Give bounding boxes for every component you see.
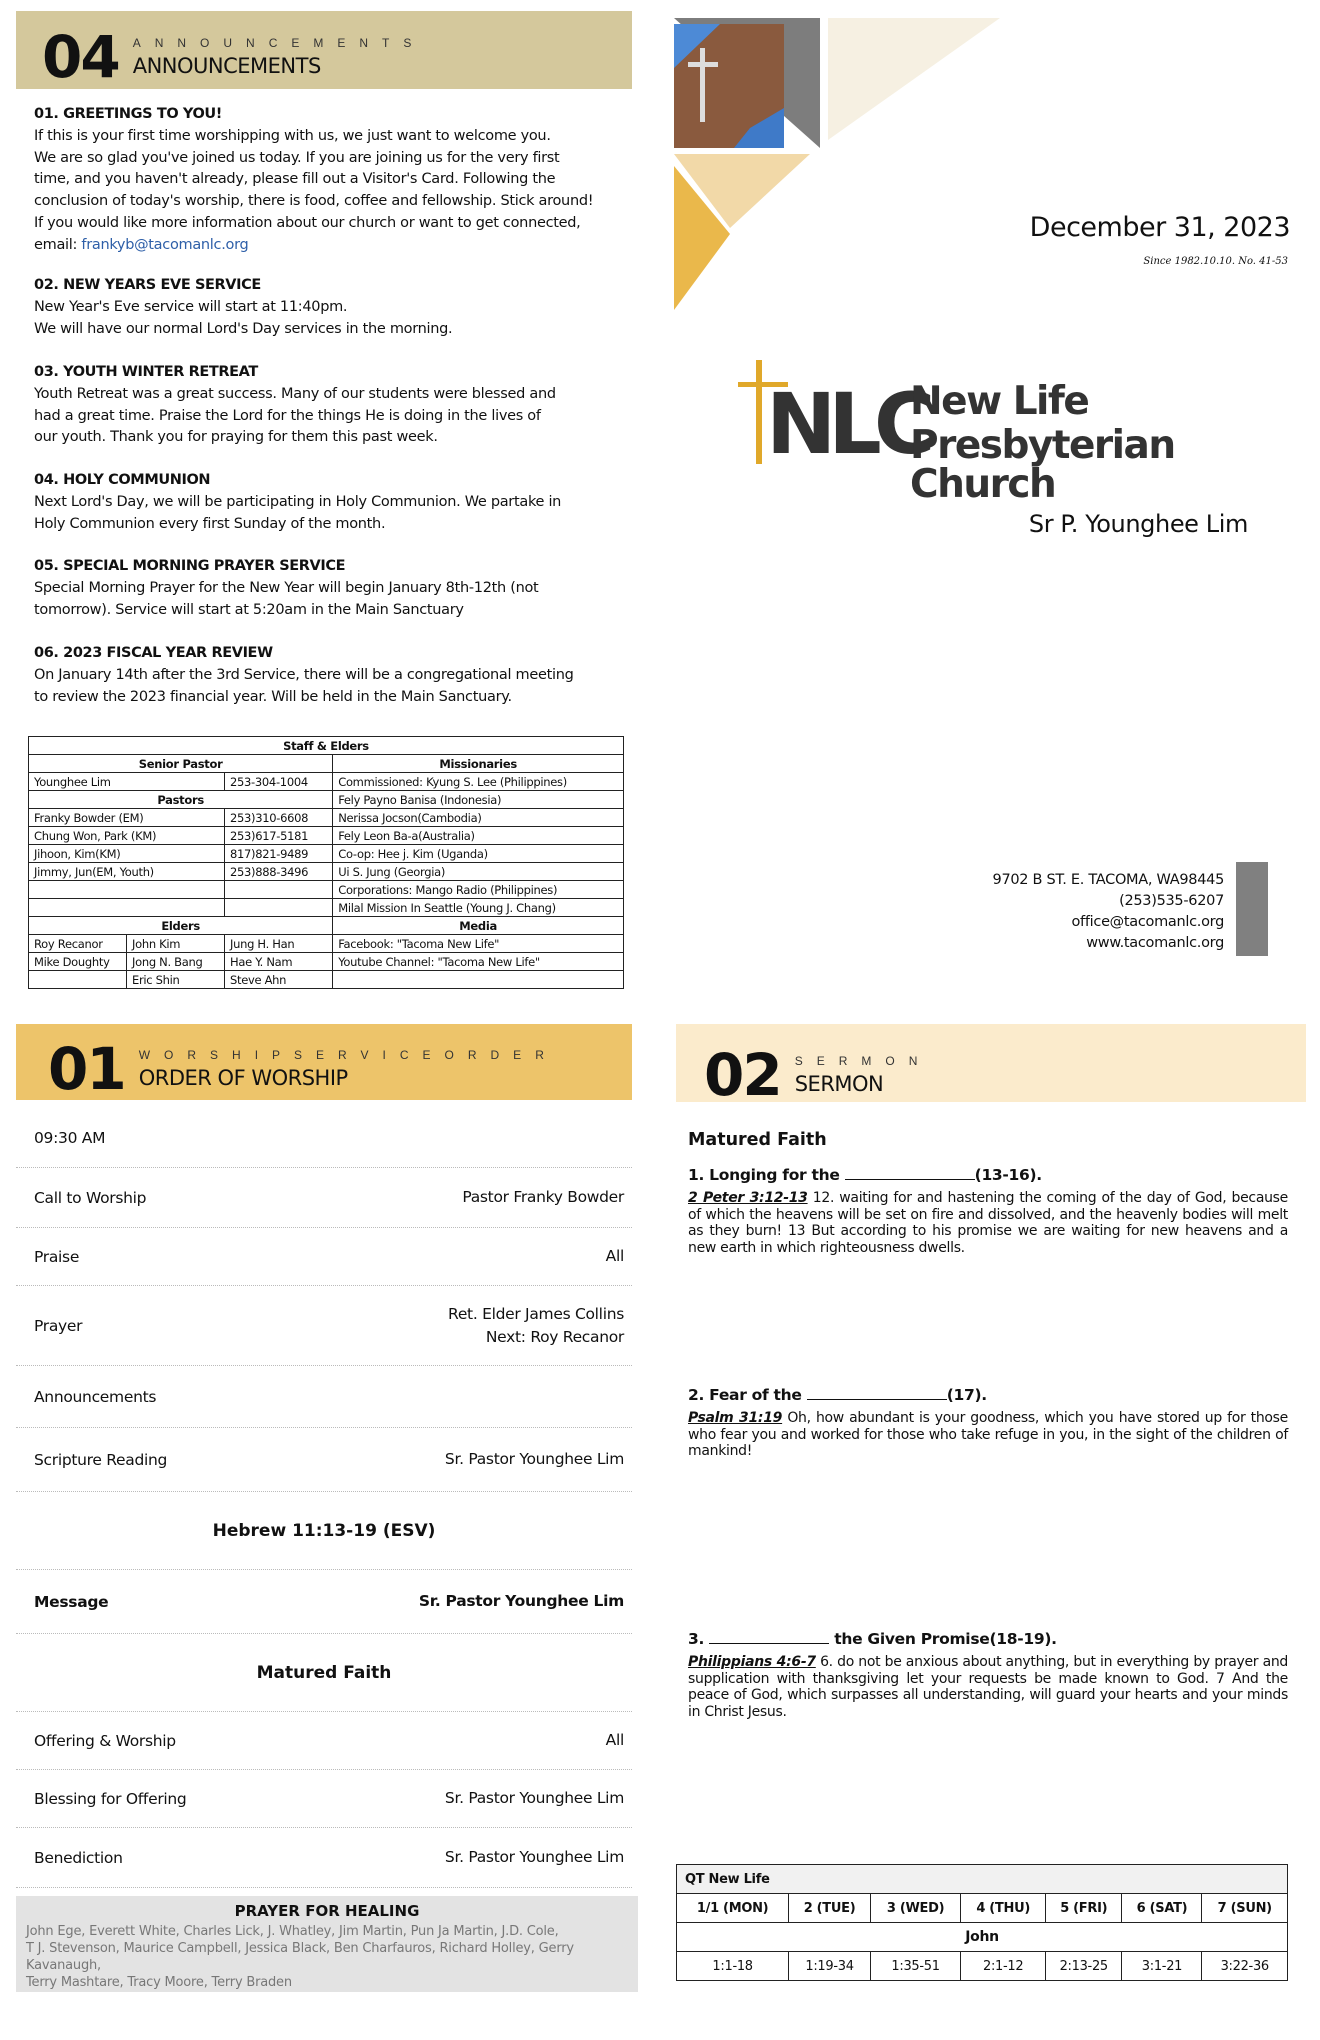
announcement-line: tomorrow). Service will start at 5:20am in the Main Sanctuary xyxy=(34,601,464,618)
fill-in-blank xyxy=(845,1179,975,1180)
section-spaced-label: ANNOUNCEMENTS xyxy=(132,36,426,50)
worship-item-label: Call to Worship xyxy=(34,1188,147,1207)
church-name-line1: New Life xyxy=(910,379,1089,424)
table-cell: Jung H. Han xyxy=(225,935,333,953)
worship-item-leader: Sr. Pastor Younghee Lim xyxy=(444,1789,624,1807)
fill-in-blank xyxy=(807,1399,947,1400)
announcement-heading: 01. GREETINGS TO YOU! xyxy=(34,106,222,122)
table-cell: Roy Recanor xyxy=(29,935,127,953)
bulletin-date: December 31, 2023 xyxy=(1029,212,1290,243)
qt-day: 3 (WED) xyxy=(870,1894,960,1923)
table-cell: Nerissa Jocson(Cambodia) xyxy=(333,809,624,827)
table-cell: Ui S. Jung (Georgia) xyxy=(333,863,624,881)
announcement-line: conclusion of today's worship, there is food, coffee and fellowship. Stick around! xyxy=(34,193,594,210)
phone-line: (253)535-6207 xyxy=(1119,893,1224,909)
table-cell: John Kim xyxy=(127,935,225,953)
worship-item-leader: Sr. Pastor Younghee Lim xyxy=(444,1450,624,1468)
scripture-passage: Hebrew 11:13-19 (ESV) xyxy=(16,1492,632,1570)
section-spaced-label: WORSHIPSERVICEORDER xyxy=(138,1048,558,1062)
announcement-line: had a great time. Praise the Lord for the things He is doing in the lives of xyxy=(34,407,541,424)
point-scripture xyxy=(688,1654,1288,1720)
announcement-4 xyxy=(34,470,624,535)
healing-title: PRAYER FOR HEALING xyxy=(234,1902,420,1920)
point-scripture xyxy=(688,1410,1288,1460)
worship-row-benediction xyxy=(16,1828,632,1888)
table-row xyxy=(29,845,624,863)
qt-day: 5 (FRI) xyxy=(1046,1894,1122,1923)
scripture-reference: Psalm 31:19 xyxy=(688,1410,783,1426)
worship-item-leader: Sr. Pastor Younghee Lim xyxy=(418,1592,624,1610)
worship-row-message xyxy=(16,1570,632,1634)
table-cell: 253)617-5181 xyxy=(225,827,333,845)
worship-row-blessing xyxy=(16,1770,632,1828)
announcement-line: Special Morning Prayer for the New Year will begin January 8th-12th (not xyxy=(34,579,539,596)
qt-day: 4 (THU) xyxy=(961,1894,1046,1923)
announcement-2 xyxy=(34,275,624,340)
sermon-title: Matured Faith xyxy=(16,1634,632,1712)
section-spaced-label: SERMON xyxy=(794,1054,932,1068)
qt-passages-row xyxy=(677,1952,1288,1981)
email-link[interactable]: frankyb@tacomanlc.org xyxy=(81,236,249,253)
logo-letters: NLC xyxy=(766,375,928,473)
section-title: SERMON xyxy=(794,1072,884,1096)
announcement-line: New Year's Eve service will start at 11:40pm. xyxy=(34,298,348,315)
announcement-line: If you would like more information about our church or want to get connected, xyxy=(34,214,581,231)
table-cell: Mike Doughty xyxy=(29,953,127,971)
table-cell: Milal Mission In Seattle (Young J. Chang) xyxy=(333,899,624,917)
worship-row-offering xyxy=(16,1712,632,1770)
announcement-line: Youth Retreat was a great success. Many of our students were blessed and xyxy=(34,385,556,402)
section-title: ORDER OF WORSHIP xyxy=(138,1066,348,1090)
staff-elders-table xyxy=(28,736,624,989)
announcement-5 xyxy=(34,556,624,621)
point-heading-text: 1. Longing for the xyxy=(688,1166,845,1184)
worship-item-leader xyxy=(448,1303,624,1349)
table-title: Staff & Elders xyxy=(29,737,624,755)
table-cell: Fely Leon Ba-a(Australia) xyxy=(333,827,624,845)
scripture-reference: Philippians 4:6-7 xyxy=(688,1654,816,1670)
announcement-heading: 05. SPECIAL MORNING PRAYER SERVICE xyxy=(34,558,346,574)
fill-in-blank xyxy=(709,1643,829,1644)
table-row xyxy=(29,971,624,989)
table-row xyxy=(29,863,624,881)
office-email[interactable]: office@tacomanlc.org xyxy=(1071,914,1224,930)
announcement-line: Next Lord's Day, we will be participating in Holy Communion. We partake in xyxy=(34,493,562,510)
qt-passage: 1:35-51 xyxy=(870,1952,960,1981)
worship-row-praise xyxy=(16,1228,632,1286)
qt-passage: 1:19-34 xyxy=(789,1952,871,1981)
point-heading-text: the Given Promise(18-19). xyxy=(829,1630,1057,1648)
worship-item-leader: Sr. Pastor Younghee Lim xyxy=(444,1848,624,1866)
announcement-line: Holy Communion every first Sunday of the month. xyxy=(34,515,386,532)
sermon-header xyxy=(704,1041,932,1109)
point-heading-text: (13-16). xyxy=(974,1166,1042,1184)
point-scripture xyxy=(688,1190,1288,1256)
point-heading xyxy=(688,1166,1288,1184)
worship-item-label: Message xyxy=(34,1592,109,1611)
table-subhead: Elders xyxy=(29,917,333,935)
table-cell: Franky Bowder (EM) xyxy=(29,809,225,827)
table-cell: Chung Won, Park (KM) xyxy=(29,827,225,845)
table-cell: Fely Payno Banisa (Indonesia) xyxy=(333,791,624,809)
table-subhead: Senior Pastor xyxy=(29,755,333,773)
healing-names xyxy=(16,1920,638,1991)
table-row xyxy=(29,773,624,791)
table-cell: 817)821-9489 xyxy=(225,845,333,863)
worship-header xyxy=(48,1035,558,1103)
prayer-leader: Ret. Elder James Collins xyxy=(448,1304,624,1323)
table-cell: Jimmy, Jun(EM, Youth) xyxy=(29,863,225,881)
announcement-heading: 02. NEW YEARS EVE SERVICE xyxy=(34,277,261,293)
worship-item-label: Announcements xyxy=(34,1387,157,1406)
worship-item-label: Benediction xyxy=(34,1848,123,1867)
table-cell: Commissioned: Kyung S. Lee (Philippines) xyxy=(333,773,624,791)
point-heading xyxy=(688,1386,1288,1404)
announcement-line: We will have our normal Lord's Day services in the morning. xyxy=(34,320,453,337)
table-cell: Steve Ahn xyxy=(225,971,333,989)
announcement-line: to review the 2023 financial year. Will be held in the Main Sanctuary. xyxy=(34,688,512,705)
qt-reading-table xyxy=(676,1864,1288,1981)
table-cell: Youtube Channel: "Tacoma New Life" xyxy=(333,953,624,971)
announcement-6 xyxy=(34,643,624,708)
announcement-line: our youth. Thank you for praying for them this past week. xyxy=(34,429,438,446)
worship-row-scripture xyxy=(16,1428,632,1492)
church-address xyxy=(993,870,1224,954)
qt-passage: 3:1-21 xyxy=(1122,1952,1202,1981)
table-row xyxy=(29,827,624,845)
worship-item-label: Scripture Reading xyxy=(34,1450,168,1469)
scripture-text: 12. waiting for and hastening the coming of the day of God, because of which the heavens will be set on fire and dissolved, and the heavenly bodies will melt as they burn! 13 But according to his promise we are waiting for new heavens and a new earth in which righteousness dwells. xyxy=(688,1190,1288,1256)
qt-day: 7 (SUN) xyxy=(1202,1894,1288,1923)
table-cell: Corporations: Mango Radio (Philippines) xyxy=(333,881,624,899)
qt-passage: 3:22-36 xyxy=(1202,1952,1288,1981)
table-row xyxy=(29,935,624,953)
table-cell: 253)888-3496 xyxy=(225,863,333,881)
healing-names-line: Terry Mashtare, Tracy Moore, Terry Braden xyxy=(26,1975,292,1990)
worship-row-prayer xyxy=(16,1286,632,1366)
healing-names-line: T J. Stevenson, Maurice Campbell, Jessica Black, Ben Charfauros, Richard Holley, Gerry Kavanaugh, xyxy=(26,1941,574,1973)
sermon-point-1 xyxy=(688,1166,1288,1256)
healing-names-line: John Ege, Everett White, Charles Lick, J. Whatley, Jim Martin, Pun Ja Martin, J.D. Cole, xyxy=(26,1924,559,1939)
sermon-main-title: Matured Faith xyxy=(688,1130,827,1150)
table-subhead: Missionaries xyxy=(333,755,624,773)
table-subhead: Media xyxy=(333,917,624,935)
point-heading-text: (17). xyxy=(946,1386,987,1404)
point-heading-text: 2. Fear of the xyxy=(688,1386,807,1404)
worship-row-announcements xyxy=(16,1366,632,1428)
announcement-line: If this is your first time worshipping with us, we just want to welcome you. xyxy=(34,127,551,144)
worship-item-leader: Pastor Franky Bowder xyxy=(462,1188,624,1206)
worship-row-call xyxy=(16,1168,632,1228)
worship-item-label: Offering & Worship xyxy=(34,1731,176,1750)
table-row xyxy=(29,809,624,827)
table-cell: 253-304-1004 xyxy=(225,773,333,791)
qt-day: 1/1 (MON) xyxy=(677,1894,789,1923)
section-number: 04 xyxy=(42,23,119,91)
address-bar-decoration xyxy=(1236,862,1268,956)
table-cell: Facebook: "Tacoma New Life" xyxy=(333,935,624,953)
qt-passage: 2:1-12 xyxy=(961,1952,1046,1981)
table-row xyxy=(29,953,624,971)
table-subhead: Pastors xyxy=(29,791,333,809)
church-name-line2: Presbyterian Church xyxy=(910,423,1175,507)
table-cell xyxy=(333,971,624,989)
next-prayer-leader: Next: Roy Recanor xyxy=(485,1327,624,1346)
announcement-heading: 04. HOLY COMMUNION xyxy=(34,472,211,488)
website-link[interactable]: www.tacomanlc.org xyxy=(1086,935,1224,951)
worship-item-label: Praise xyxy=(34,1247,80,1266)
scripture-reference: 2 Peter 3:12-13 xyxy=(688,1190,808,1206)
since-line: Since 1982.10.10. No. 41-53 xyxy=(1143,256,1288,267)
point-heading xyxy=(688,1630,1288,1648)
table-cell: Younghee Lim xyxy=(29,773,225,791)
announcement-heading: 06. 2023 FISCAL YEAR REVIEW xyxy=(34,645,273,661)
worship-item-label: Blessing for Offering xyxy=(34,1789,187,1808)
qt-title: QT New Life xyxy=(677,1865,1288,1894)
section-title: ANNOUNCEMENTS xyxy=(132,54,321,78)
senior-pastor-name: Sr P. Younghee Lim xyxy=(1028,510,1248,538)
sermon-point-2 xyxy=(688,1386,1288,1460)
announcements-header xyxy=(42,23,426,91)
announcement-3 xyxy=(34,362,624,449)
email-line xyxy=(34,235,624,257)
qt-book: John xyxy=(677,1923,1288,1952)
email-label: email: xyxy=(34,236,78,253)
scripture-text: 6. do not be anxious about anything, but in everything by prayer and supplication with thanksgiving let your requests be made known to God. 7 And the peace of God, which surpasses all understanding, will guard your hearts and your minds in Christ Jesus. xyxy=(688,1654,1289,1720)
qt-day: 6 (SAT) xyxy=(1122,1894,1202,1923)
table-cell: Eric Shin xyxy=(127,971,225,989)
table-cell xyxy=(29,971,127,989)
table-cell: Co-op: Hee j. Kim (Uganda) xyxy=(333,845,624,863)
announcement-line: time, and you haven't already, please fill out a Visitor's Card. Following the xyxy=(34,171,556,188)
worship-item-leader: All xyxy=(605,1247,624,1265)
prayer-for-healing-box xyxy=(16,1896,638,1992)
worship-time-row xyxy=(16,1108,632,1168)
announcement-line: We are so glad you've joined us today. If you are joining us for the very first xyxy=(34,149,560,166)
table-cell: 253)310-6608 xyxy=(225,809,333,827)
worship-item-label: Prayer xyxy=(34,1316,83,1335)
table-cell: Jong N. Bang xyxy=(127,953,225,971)
address-line: 9702 B ST. E. TACOMA, WA98445 xyxy=(992,872,1224,888)
announcement-heading: 03. YOUTH WINTER RETREAT xyxy=(34,364,258,380)
sermon-point-3 xyxy=(688,1630,1288,1720)
section-number: 01 xyxy=(48,1035,125,1103)
church-logo xyxy=(736,356,1256,507)
section-number: 02 xyxy=(704,1041,781,1109)
announcement-1 xyxy=(34,104,624,257)
worship-item-leader: All xyxy=(605,1731,624,1749)
table-cell: Jihoon, Kim(KM) xyxy=(29,845,225,863)
point-heading-text: 3. xyxy=(688,1630,710,1648)
cover-graphic xyxy=(670,18,1000,318)
qt-day: 2 (TUE) xyxy=(789,1894,871,1923)
qt-days-row xyxy=(677,1894,1288,1923)
scripture-text: Oh, how abundant is your goodness, which you have stored up for those who fear you and worked for those who take refuge in you, in the sight of the children of mankind! xyxy=(688,1410,1288,1460)
announcement-line: On January 14th after the 3rd Service, there will be a congregational meeting xyxy=(34,666,574,683)
table-cell: Hae Y. Nam xyxy=(225,953,333,971)
qt-passage: 1:1-18 xyxy=(677,1952,789,1981)
service-time: 09:30 AM xyxy=(34,1128,106,1147)
qt-passage: 2:13-25 xyxy=(1046,1952,1122,1981)
